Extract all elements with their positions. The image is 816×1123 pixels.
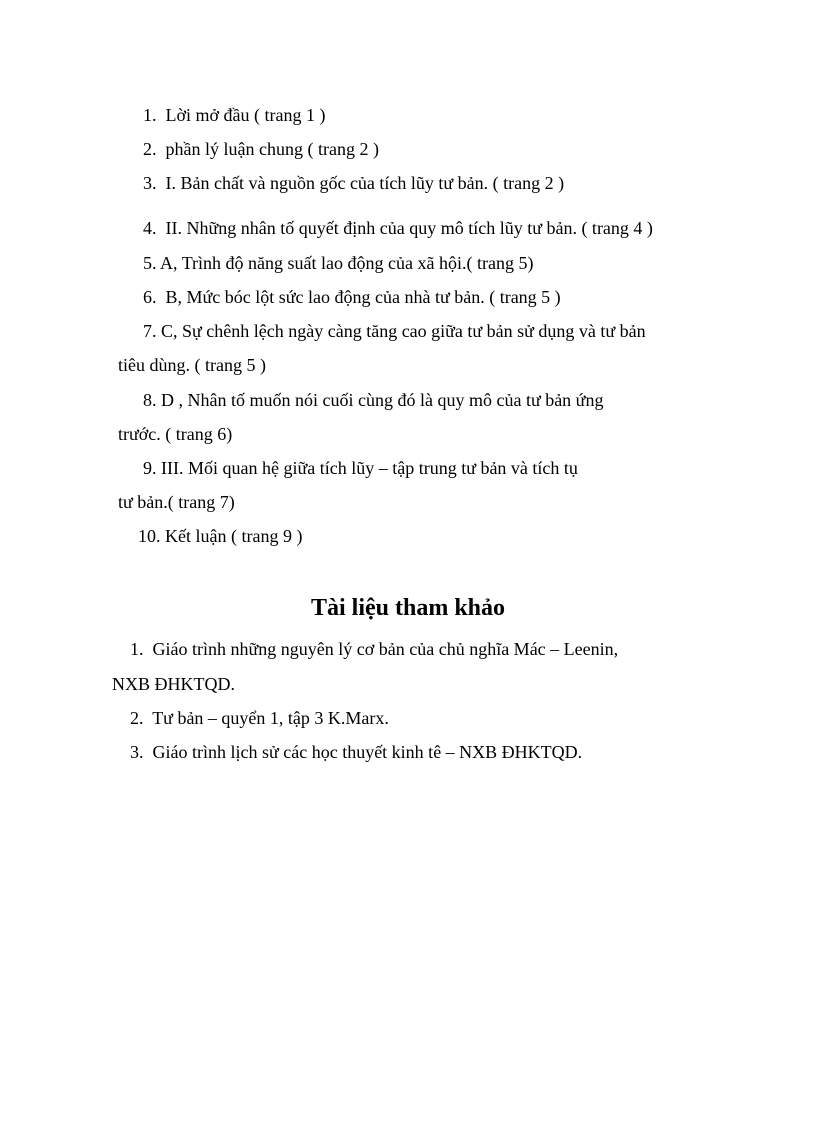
toc-text: B, Mức bóc lột sức lao động của nhà tư bản. ( trang 5 ) [165, 287, 561, 307]
reference-number: 1. [130, 639, 144, 659]
toc-number: 7. [143, 321, 157, 341]
toc-number: 8. [143, 390, 157, 410]
toc-item-continuation [118, 491, 235, 513]
toc-item [138, 525, 302, 547]
reference-item [130, 638, 618, 660]
toc-number: 3. [143, 173, 157, 193]
toc-number: 4. [143, 218, 157, 238]
toc-text: phần lý luận chung ( trang 2 ) [165, 139, 379, 159]
toc-item [143, 389, 603, 411]
toc-item [143, 172, 564, 194]
reference-item [130, 707, 389, 729]
toc-item [143, 457, 578, 479]
toc-text: C, Sự chênh lệch ngày càng tăng cao giữa tư bản sử dụng và tư bản [161, 321, 646, 341]
toc-item-continuation [118, 423, 232, 445]
toc-number: 5. [143, 253, 157, 273]
toc-text: D , Nhân tố muốn nói cuối cùng đó là quy mô của tư bản ứng [161, 390, 604, 410]
reference-number: 3. [130, 742, 144, 762]
toc-number: 2. [143, 139, 157, 159]
references-heading: Tài liệu tham khảo [310, 595, 506, 621]
toc-text: A, Trình độ năng suất lao động của xã hội.( trang 5) [160, 253, 534, 273]
toc-item-continuation [118, 354, 266, 376]
reference-text: Tư bản – quyển 1, tập 3 K.Marx. [152, 708, 389, 728]
toc-item [143, 104, 326, 126]
reference-item [130, 741, 582, 763]
toc-text-continuation: tư bản.( trang 7) [118, 492, 235, 512]
toc-item [143, 286, 561, 308]
toc-item [143, 320, 646, 342]
toc-text: III. Mối quan hệ giữa tích lũy – tập trung tư bản và tích tụ [161, 458, 578, 478]
toc-text: I. Bản chất và nguồn gốc của tích lũy tư bản. ( trang 2 ) [165, 173, 565, 193]
toc-number: 10. [138, 526, 161, 546]
reference-text-continuation: NXB ĐHKTQD. [112, 674, 235, 694]
toc-number: 9. [143, 458, 157, 478]
reference-text: Giáo trình lịch sử các học thuyết kinh tê – NXB ĐHKTQD. [152, 742, 583, 762]
reference-text: Giáo trình những nguyên lý cơ bản của chủ nghĩa Mác – Leenin, [152, 639, 619, 659]
reference-number: 2. [130, 708, 144, 728]
toc-text: Lời mở đầu ( trang 1 ) [165, 105, 326, 125]
toc-number: 1. [143, 105, 157, 125]
toc-text: Kết luận ( trang 9 ) [165, 526, 303, 546]
toc-text-continuation: trước. ( trang 6) [118, 424, 233, 444]
toc-number: 6. [143, 287, 157, 307]
toc-text: II. Những nhân tố quyết định của quy mô tích lũy tư bản. ( trang 4 ) [165, 218, 653, 238]
toc-text-continuation: tiêu dùng. ( trang 5 ) [118, 355, 266, 375]
toc-item [143, 217, 653, 239]
reference-item-continuation [112, 673, 235, 695]
toc-item [143, 138, 379, 160]
toc-item [143, 252, 533, 274]
